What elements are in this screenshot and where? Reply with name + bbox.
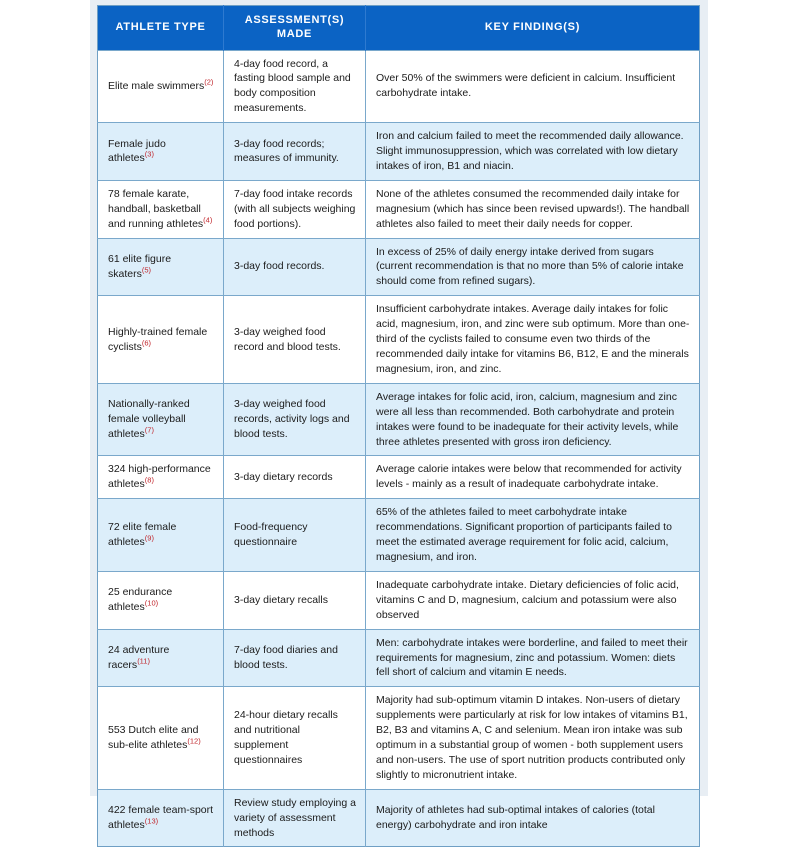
athlete-type-text: Highly-trained female cyclists: [108, 325, 208, 353]
cell-key-findings: In excess of 25% of daily energy intake derived from sugars (current recommendation is that no more than 5% of calorie intake should come from refined sugars).: [366, 238, 700, 296]
cell-key-findings: Majority had sub-optimum vitamin D intakes. Non-users of dietary supplements were particularly at risk for low intakes of vitamins B1, B2, B3 and vitamins A, C and selenium. Mean iron intake was sub optimum in a substantial group of women - both supplement users and non-users. The use of sport nutrition products contributed only slightly to micronutrient intake.: [366, 687, 700, 789]
column-header-assessments-made: ASSESSMENT(S) MADE: [224, 6, 366, 51]
table-row: [98, 238, 700, 296]
cell-athlete-type: [98, 789, 224, 847]
athlete-type-text: 61 elite figure skaters: [108, 253, 172, 280]
cell-assessments-made: Food-frequency questionnaire: [224, 499, 366, 572]
athlete-type-text: 25 endurance athletes: [108, 586, 173, 614]
cell-assessments-made: 3-day weighed food record and blood tests.: [224, 296, 366, 384]
table-frame: [90, 0, 708, 839]
table-header: [98, 6, 700, 51]
cell-assessments-made: 7-day food intake records (with all subjects weighing food portions).: [224, 180, 366, 238]
table-row: [98, 50, 700, 123]
cell-athlete-type: [98, 456, 224, 499]
cell-athlete-type: [98, 296, 224, 384]
cell-assessments-made: 3-day dietary recalls: [224, 571, 366, 629]
cell-athlete-type: [98, 383, 224, 456]
cell-key-findings: Inadequate carbohydrate intake. Dietary deficiencies of folic acid, vitamins C and D, magnesium, calcium and potassium were also observed: [366, 571, 700, 629]
cell-assessments-made: Review study employing a variety of assessment methods: [224, 789, 366, 847]
cell-assessments-made: 3-day food records.: [224, 238, 366, 296]
athlete-nutrition-table: [97, 5, 700, 847]
cell-key-findings: Average calorie intakes were below that recommended for activity levels - mainly as a result of inadequate carbohydrate intake.: [366, 456, 700, 499]
athlete-type-text: 422 female team-sport athletes: [108, 804, 214, 832]
cell-key-findings: None of the athletes consumed the recommended daily intake for magnesium (which has since been revised upwards!). The handball athletes also failed to meet their daily needs for copper.: [366, 180, 700, 238]
table-row: [98, 629, 700, 687]
cell-assessments-made: 4-day food record, a fasting blood sample and body composition measurements.: [224, 50, 366, 123]
table-row: [98, 456, 700, 499]
reference-marker: (4): [203, 215, 213, 225]
reference-marker: (13): [144, 816, 159, 826]
athlete-type-text: 24 adventure racers: [108, 644, 170, 671]
cell-assessments-made: 24-hour dietary recalls and nutritional supplement questionnaires: [224, 687, 366, 789]
cell-assessments-made: 3-day weighed food records, activity logs and blood tests.: [224, 383, 366, 456]
reference-marker: (10): [144, 598, 159, 608]
reference-marker: (2): [204, 77, 214, 87]
cell-assessments-made: 7-day food diaries and blood tests.: [224, 629, 366, 687]
column-header-athlete-type: ATHLETE TYPE: [98, 6, 224, 51]
table-row: [98, 499, 700, 572]
cell-athlete-type: [98, 629, 224, 687]
reference-marker: (8): [144, 475, 154, 485]
cell-assessments-made: 3-day dietary records: [224, 456, 366, 499]
table-body: [98, 50, 700, 847]
cell-athlete-type: [98, 123, 224, 181]
reference-marker: (11): [137, 656, 150, 666]
athlete-type-text: 324 high-performance athletes: [108, 463, 211, 491]
cell-athlete-type: [98, 687, 224, 789]
cell-athlete-type: [98, 50, 224, 123]
cell-key-findings: Insufficient carbohydrate intakes. Average daily intakes for folic acid, magnesium, iron, and zinc were sub optimum. More than one-third of the cyclists failed to consume even two thirds of the recommended daily intake for vitamins B6, B12, E and the minerals magnesium, iron, and zinc.: [366, 296, 700, 384]
athlete-type-text: 553 Dutch elite and sub-elite athletes: [108, 724, 199, 752]
table-row: [98, 571, 700, 629]
table-row: [98, 789, 700, 847]
cell-key-findings: Iron and calcium failed to meet the recommended daily allowance. Slight immunosuppression, which was correlated with low dietary intakes of iron, B1 and niacin.: [366, 123, 700, 181]
athlete-type-text: Nationally-ranked female volleyball athletes: [108, 398, 190, 441]
table-row: [98, 296, 700, 384]
reference-marker: (5): [141, 265, 152, 275]
cell-assessments-made: 3-day food records; measures of immunity.: [224, 123, 366, 181]
athlete-type-text: 78 female karate, handball, basketball and running athletes: [108, 187, 204, 230]
cell-athlete-type: [98, 180, 224, 238]
cell-key-findings: Average intakes for folic acid, iron, calcium, magnesium and zinc were all less than recommended. Both carbohydrate and protein intakes were found to be inadequate for their activity levels, while three athletes presented with gross iron deficiency.: [366, 383, 700, 456]
cell-athlete-type: [98, 499, 224, 572]
athlete-type-text: Female judo athletes: [108, 137, 166, 165]
reference-marker: (7): [144, 425, 154, 435]
table-row: [98, 180, 700, 238]
athlete-type-text: Elite male swimmers: [108, 79, 205, 92]
cell-key-findings: Majority of athletes had sub-optimal intakes of calories (total energy) carbohydrate and iron intake: [366, 789, 700, 847]
cell-key-findings: Over 50% of the swimmers were deficient in calcium. Insufficient carbohydrate intake.: [366, 50, 700, 123]
reference-marker: (12): [187, 736, 201, 746]
athlete-type-text: 72 elite female athletes: [108, 521, 177, 549]
reference-marker: (6): [141, 338, 152, 348]
header-row: [98, 6, 700, 51]
cell-athlete-type: [98, 238, 224, 296]
reference-marker: (3): [144, 149, 154, 159]
table-row: [98, 687, 700, 789]
column-header-key-findings: KEY FINDING(S): [366, 6, 700, 51]
cell-key-findings: Men: carbohydrate intakes were borderline, and failed to meet their requirements for magnesium, zinc and potassium. Women: diets fell short of calcium and vitamin E needs.: [366, 629, 700, 687]
reference-marker: (9): [144, 533, 154, 543]
table-row: [98, 383, 700, 456]
table-row: [98, 123, 700, 181]
cell-athlete-type: [98, 571, 224, 629]
cell-key-findings: 65% of the athletes failed to meet carbohydrate intake recommendations. Significant proportion of participants failed to meet the estimated average requirement for folic acid, calcium, magnesium, and iron.: [366, 499, 700, 572]
